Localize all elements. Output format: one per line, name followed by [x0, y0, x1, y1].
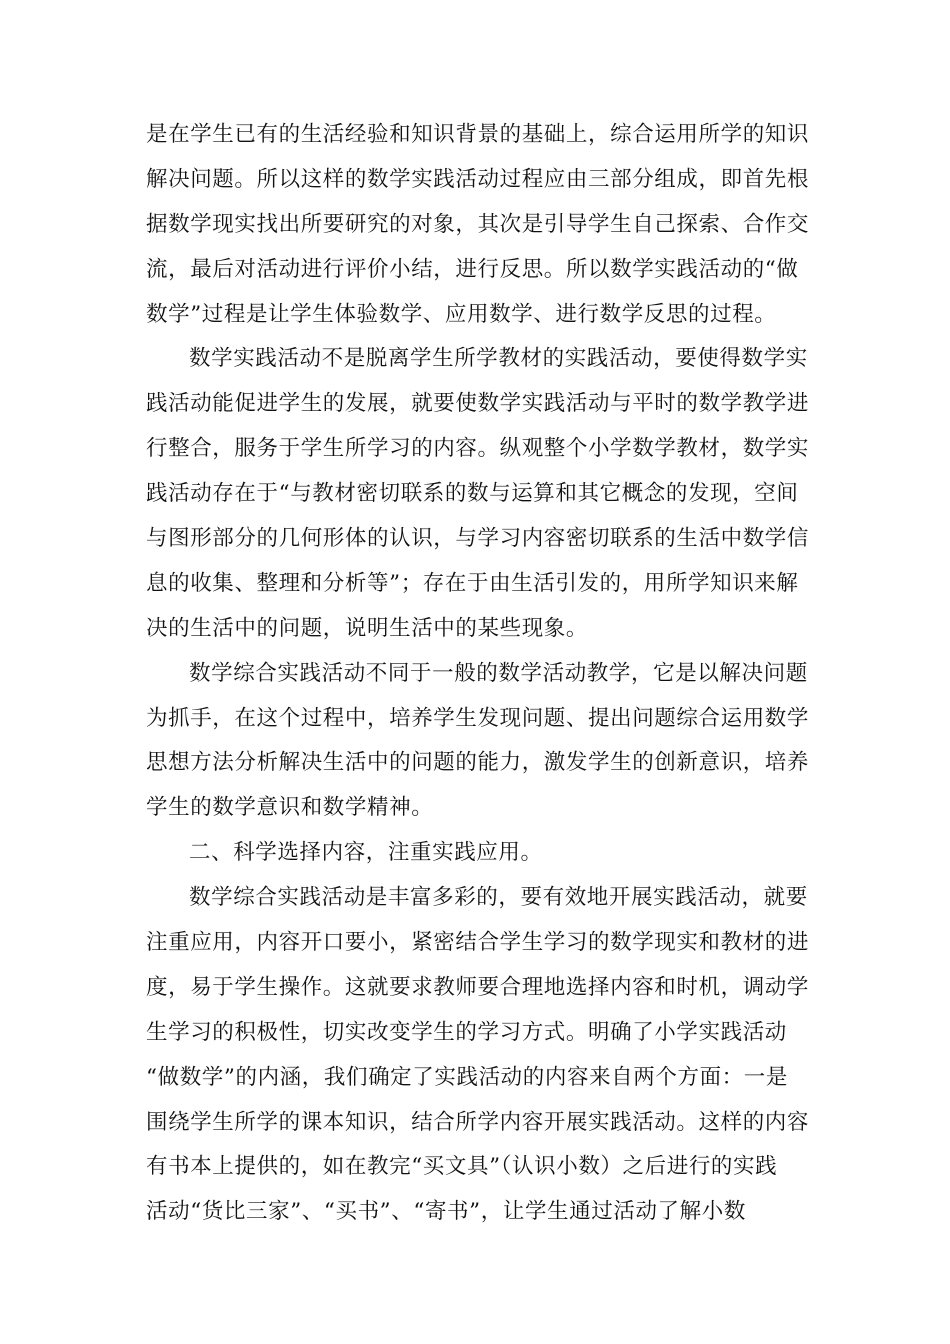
text-line: 数学综合实践活动不同于一般的数学活动教学，它是以解决问题 — [189, 660, 808, 686]
document-body-text — [146, 113, 810, 1235]
text-line: 生学习的积极性，切实改变学生的学习方式。明确了小学实践活动 — [146, 1019, 787, 1045]
text-line: 度，易于学生操作。这就要求教师要合理地选择内容和时机，调动学 — [146, 974, 810, 1000]
text-line: 与图形部分的几何形体的认识，与学习内容密切联系的生活中数学信 — [146, 526, 810, 552]
text-line: 行整合，服务于学生所学习的内容。纵观整个小学数学教材，数学实 — [146, 436, 810, 462]
text-line: 践活动存在于“与教材密切联系的数与运算和其它概念的发现，空间 — [146, 481, 799, 507]
text-line: 流，最后对活动进行评价小结，进行反思。所以数学实践活动的“做 — [146, 256, 799, 282]
text-line: 思想方法分析解决生活中的问题的能力，激发学生的创新意识，培养 — [146, 750, 810, 776]
text-line: 数学”过程是让学生体验数学、应用数学、进行数学反思的过程。 — [146, 301, 777, 327]
text-line: 据数学现实找出所要研究的对象，其次是引导学生自己探索、合作交 — [146, 211, 810, 237]
text-line: 决的生活中的问题，说明生活中的某些现象。 — [146, 615, 589, 641]
text-line: 学生的数学意识和数学精神。 — [146, 795, 434, 821]
text-line: 围绕学生所学的课本知识，结合所学内容开展实践活动。这样的内容 — [146, 1109, 810, 1135]
text-line: 是在学生已有的生活经验和知识背景的基础上，综合运用所学的知识 — [146, 122, 810, 147]
text-line: 注重应用，内容开口要小，紧密结合学生学习的数学现实和教材的进 — [146, 930, 810, 956]
text-line: 解决问题。所以这样的数学实践活动过程应由三部分组成，即首先根 — [146, 166, 810, 192]
text-line: 践活动能促进学生的发展，就要使数学实践活动与平时的数学教学进 — [146, 391, 810, 417]
text-line: 数学综合实践活动是丰富多彩的，要有效地开展实践活动，就要 — [189, 885, 808, 911]
text-line: 数学实践活动不是脱离学生所学教材的实践活动，要使得数学实 — [189, 346, 808, 372]
text-line: 为抓手，在这个过程中，培养学生发现问题、提出问题综合运用数学 — [146, 705, 810, 731]
text-line: 有书本上提供的，如在教完“买文具”（认识小数）之后进行的实践 — [146, 1154, 778, 1180]
text-line: “做数学”的内涵，我们确定了实践活动的内容来自两个方面：一是 — [146, 1064, 788, 1090]
text-line: 二、科学选择内容，注重实践应用。 — [189, 840, 543, 866]
text-line: 活动“货比三家”、“买书”、“寄书”，让学生通过活动了解小数 — [146, 1199, 746, 1225]
text-line: 息的收集、整理和分析等”；存在于由生活引发的，用所学知识来解 — [146, 570, 799, 596]
